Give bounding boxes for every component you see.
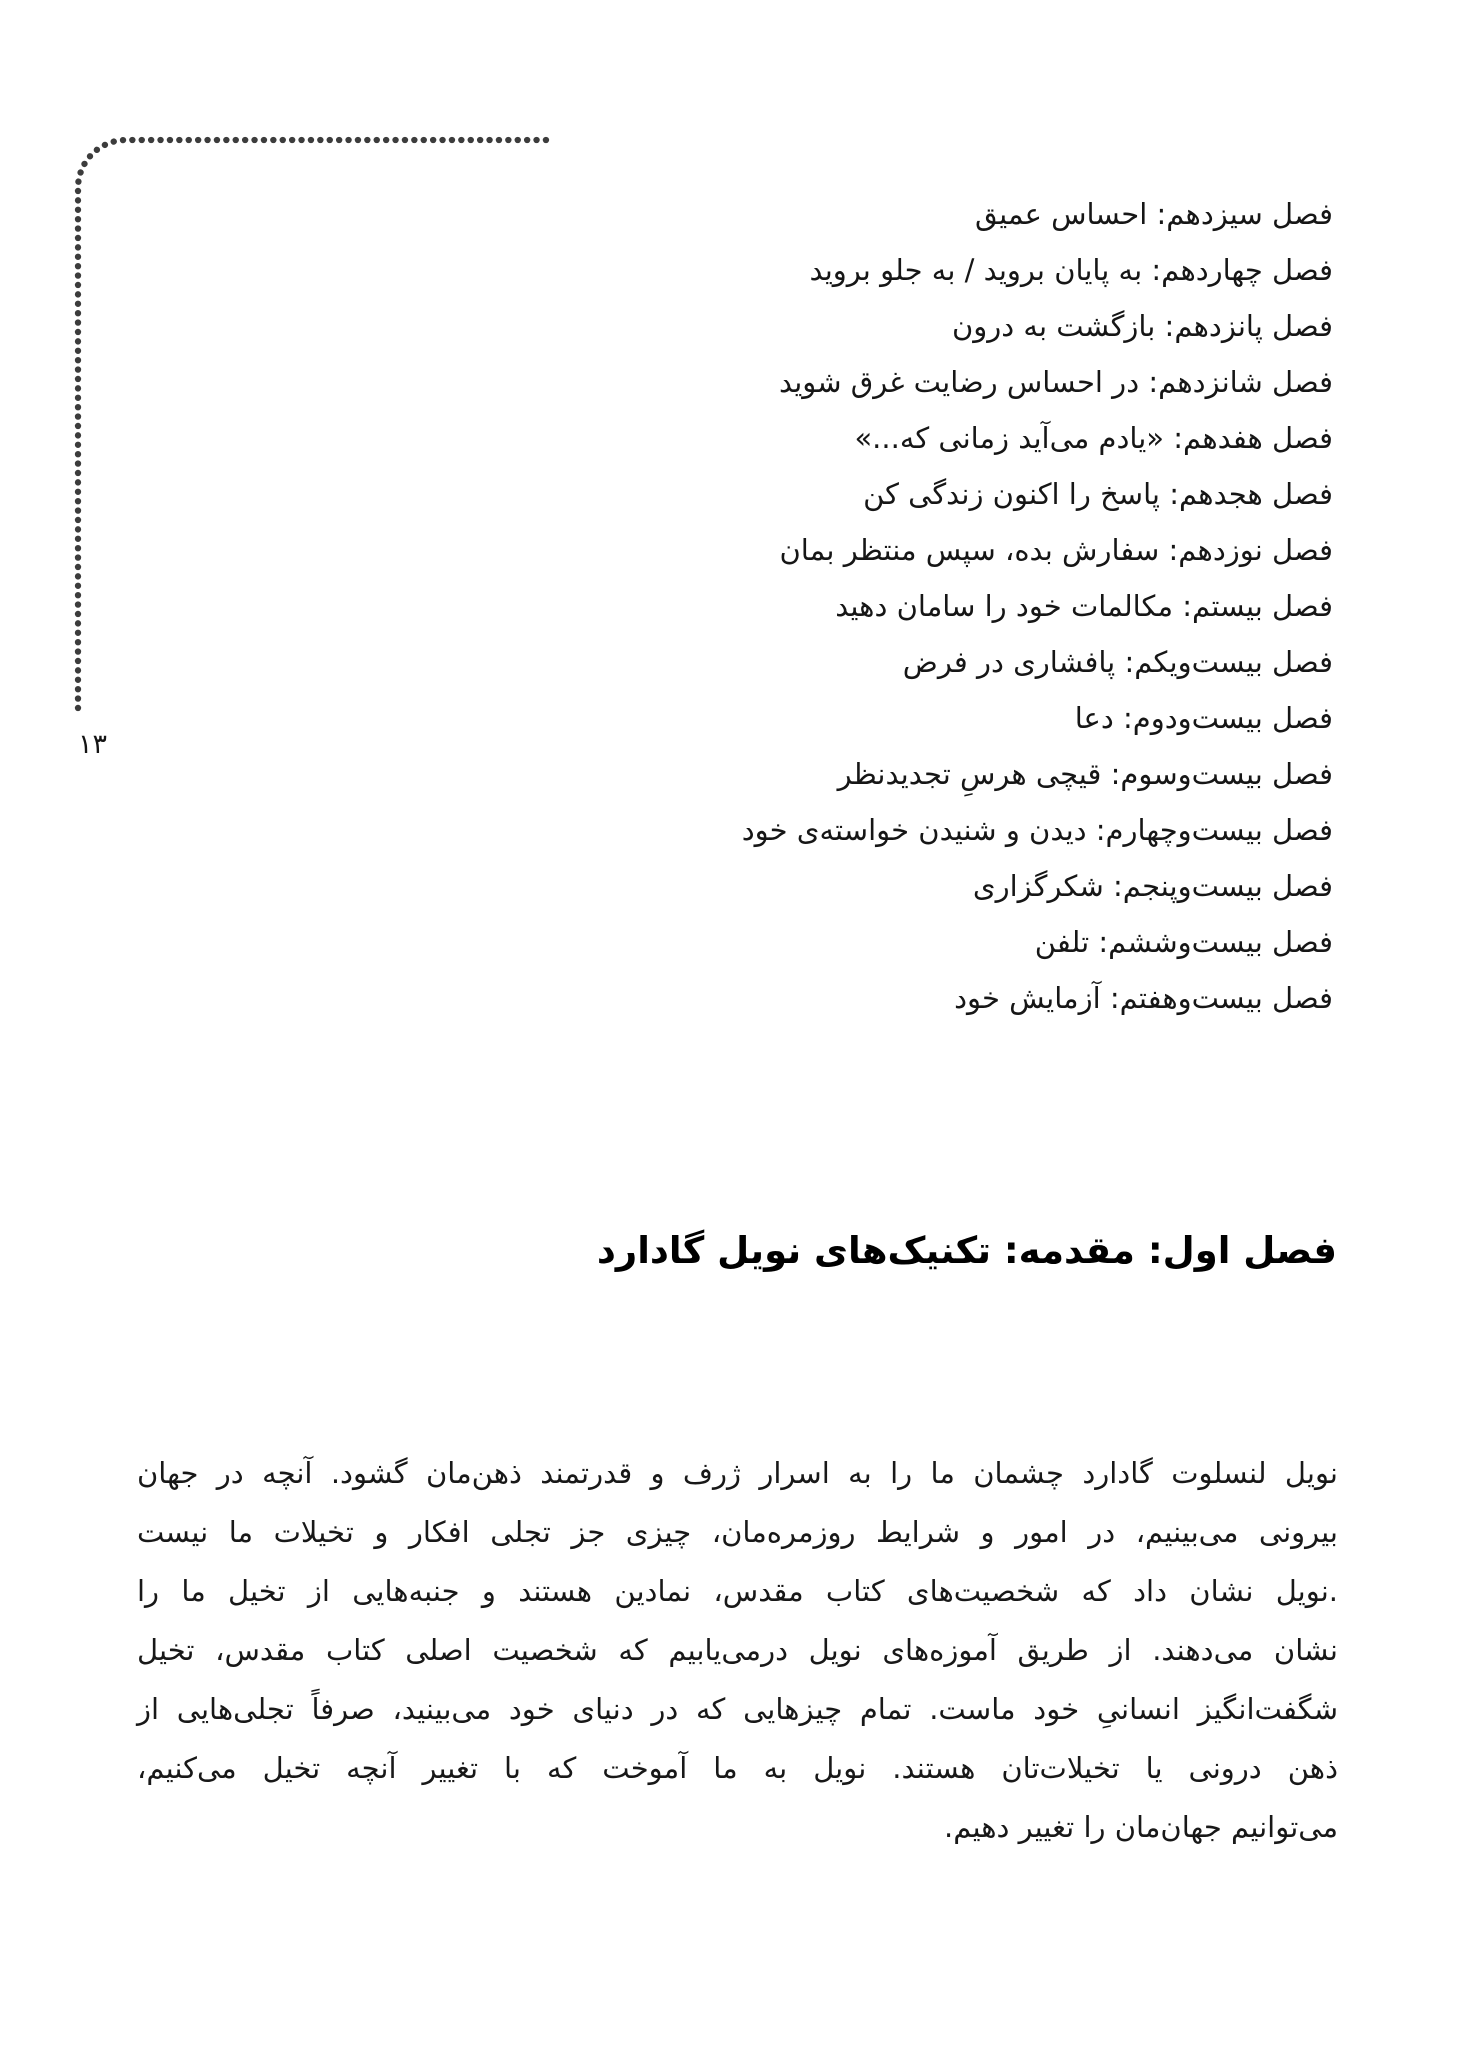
toc-item: فصل نوزدهم: سفارش بده، سپس منتظر بمان — [779, 533, 1333, 567]
toc-item: فصل چهاردهم: به پایان بروید / به جلو بروید — [809, 253, 1333, 287]
paragraph-line: نویل لنسلوت گادارد چشمان ما را به اسرار ژرف و قدرتمند ذهن‌مان گشود. آنچه در جهان — [137, 1456, 1338, 1490]
paragraph-line: شگفت‌انگیز انسانیِ خود ماست. تمام چیزهایی که در دنیای خود می‌بینید، صرفاً تجلی‌هایی از — [137, 1692, 1338, 1726]
toc-item: فصل سیزدهم: احساس عمیق — [974, 197, 1333, 231]
toc-item: فصل بیست‌وهفتم: آزمایش خود — [954, 981, 1333, 1015]
toc-item: فصل هجدهم: پاسخ را اکنون زندگی کن — [863, 477, 1333, 511]
toc-item: فصل پانزدهم: بازگشت به درون — [951, 309, 1333, 343]
paragraph-line: بیرونی می‌بینیم، در امور و شرایط روزمره‌مان، چیزی جز تجلی افکار و تخیلات ما نیست — [137, 1515, 1338, 1549]
toc-item: فصل هفدهم: «یادم می‌آید زمانی که...» — [854, 421, 1333, 455]
paragraph-line: .نویل نشان داد که شخصیت‌های کتاب مقدس، نمادین هستند و جنبه‌هایی از تخیل ما را — [137, 1574, 1338, 1608]
toc-item: فصل بیست‌وسوم: قیچی هرسِ تجدیدنظر — [837, 757, 1333, 791]
toc-item: فصل بیستم: مکالمات خود را سامان دهید — [835, 589, 1333, 623]
chapter-heading: فصل اول: مقدمه: تکنیک‌های نویل گادارد — [596, 1229, 1337, 1272]
paragraph-line: ذهن درونی یا تخیلات‌تان هستند. نویل به ما آموخت که با تغییر آنچه تخیل می‌کنیم، — [137, 1751, 1338, 1785]
paragraph-line: می‌توانیم جهان‌مان را تغییر دهیم. — [943, 1810, 1338, 1844]
toc-item: فصل بیست‌وپنجم: شکرگزاری — [972, 869, 1333, 903]
toc-item: فصل بیست‌وششم: تلفن — [1034, 925, 1333, 959]
page-number: ۱۳ — [78, 729, 108, 760]
toc-item: فصل بیست‌وچهارم: دیدن و شنیدن خواسته‌ی خود — [741, 813, 1333, 847]
toc-item: فصل شانزدهم: در احساس رضایت غرق شوید — [778, 365, 1333, 399]
table-of-contents — [142, 186, 1333, 1026]
toc-item: فصل بیست‌ودوم: دعا — [1074, 701, 1333, 735]
paragraph-line: نشان می‌دهند. از طریق آموزه‌های نویل درمی‌یابیم که شخصیت اصلی کتاب مقدس، تخیل — [137, 1633, 1338, 1667]
toc-item: فصل بیست‌ویکم: پافشاری در فرض — [902, 645, 1333, 679]
chapter-paragraph — [137, 1444, 1338, 1857]
